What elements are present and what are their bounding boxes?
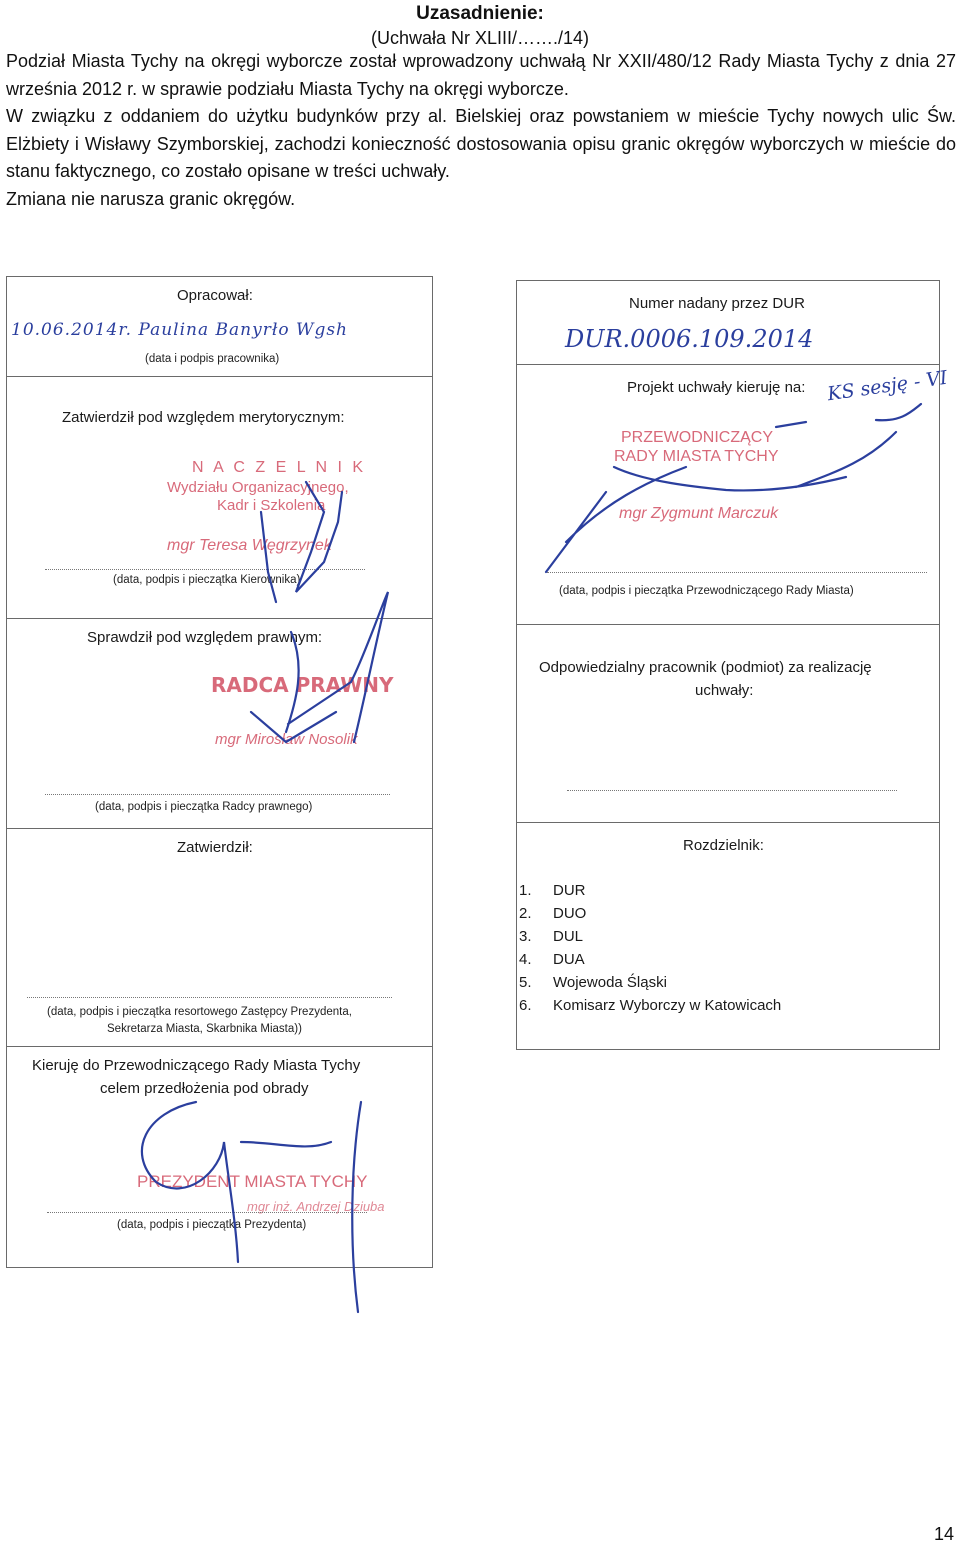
project-caption: (data, podpis i pieczątka Przewodniczącego Rady Miasta) <box>559 585 854 597</box>
signature-strokes <box>6 272 946 1327</box>
document-title: Uzasadnienie: <box>416 3 544 24</box>
justification-text <box>6 48 956 213</box>
distribution-item: 2. DUO <box>519 905 587 922</box>
mayor-stamp: PREZYDENT MIASTA TYCHY <box>137 1172 368 1191</box>
legal-signature <box>251 592 388 742</box>
distribution-item: 6. Komisarz Wyborczy w Katowicach <box>519 997 782 1014</box>
chairman-stamp-line1: PRZEWODNICZĄCY <box>621 429 773 446</box>
dur-number-handwriting: DUR.0006.109.2014 <box>565 325 814 353</box>
distribution-item: 5. Wojewoda Śląski <box>519 974 667 991</box>
resolution-number: (Uchwała Nr XLIII/……./14) <box>370 28 590 48</box>
dur-number-label: Numer nadany przez DUR <box>629 295 805 312</box>
page-number: 14 <box>933 1524 954 1544</box>
project-label: Projekt uchwały kieruję na: <box>627 379 806 396</box>
head-stamp-line2: Wydziału Organizacyjnego, <box>167 479 349 496</box>
merit-approval-label: Zatwierdził pod względem merytorycznym: <box>62 409 345 426</box>
project-handwriting: KS sesję - VI <box>826 366 949 406</box>
distribution-label: Rozdzielnik: <box>683 837 764 854</box>
legal-check-caption: (data, podpis i pieczątka Radcy prawnego) <box>95 801 313 813</box>
forward-caption: (data, podpis i pieczątka Prezydenta) <box>117 1219 307 1231</box>
chairman-stamp-line2: RADY MIASTA TYCHY <box>614 448 779 465</box>
head-stamp-line3: Kadr i Szkolenia <box>217 497 326 514</box>
forward-label-1: Kieruję do Przewodniczącego Rady Miasta Tychy <box>32 1057 361 1074</box>
legal-counsel-name: mgr Mirosław Nosolik <box>215 731 358 748</box>
responsible-label-1: Odpowiedzialny pracownik (podmiot) za realizację <box>539 659 872 676</box>
head-stamp-name: mgr Teresa Węgrzynek <box>167 537 332 554</box>
project-check <box>776 404 921 427</box>
legal-check-label: Sprawdził pod względem prawnym: <box>87 629 323 646</box>
legal-counsel-stamp: RADCA PRAWNY <box>211 673 394 697</box>
final-approval-caption-1: (data, podpis i pieczątka resortowego Zastępcy Prezydenta, <box>47 1006 352 1018</box>
head-signature <box>261 482 342 602</box>
prepared-caption: (data i podpis pracownika) <box>145 353 280 365</box>
chairman-signature <box>546 432 896 572</box>
scanned-approval-form <box>6 272 949 1327</box>
head-stamp-line1: N A C Z E L N I K <box>192 459 366 476</box>
forward-label-2: celem przedłożenia pod obrady <box>100 1080 309 1097</box>
distribution-item: 4. DUA <box>519 951 585 968</box>
final-approval-caption-2: Sekretarza Miasta, Skarbnika Miasta)) <box>107 1023 302 1035</box>
distribution-item: 1. DUR <box>519 882 586 899</box>
chairman-stamp-name: mgr Zygmunt Marczuk <box>619 505 779 522</box>
paragraph-1: Podział Miasta Tychy na okręgi wyborcze został wprowadzony uchwałą Nr XXII/480/12 Rady Miasta Tychy z dnia 27 września 2012 r. w sprawie podziału Miasta Tychy na okręgi wyborcze. <box>6 51 956 99</box>
paragraph-3: Zmiana nie narusza granic okręgów. <box>6 188 296 209</box>
responsible-label-2: uchwały: <box>695 682 754 699</box>
paragraph-2: W związku z oddaniem do użytku budynków przy al. Bielskiej oraz powstaniem w mieście Tychy nowych ulic Św. Elżbiety i Wisławy Szymborskiej, zachodzi konieczność dostosowania opisu granic okręgów wyborczych w mieście do stanu faktycznego, co zostało opisane w treści uchwały. <box>6 106 956 181</box>
mayor-stamp-name: mgr inż. Andrzej Dziuba <box>247 1199 385 1214</box>
merit-approval-caption: (data, podpis i pieczątka Kierownika) <box>113 574 301 586</box>
prepared-handwriting: 10.06.2014r. Paulina Banyrło Wgsh <box>11 320 349 340</box>
final-approval-label: Zatwierdził: <box>177 839 253 856</box>
distribution-item: 3. DUL <box>519 928 584 945</box>
mayor-signature <box>142 1102 361 1312</box>
prepared-label: Opracował: <box>177 287 253 304</box>
